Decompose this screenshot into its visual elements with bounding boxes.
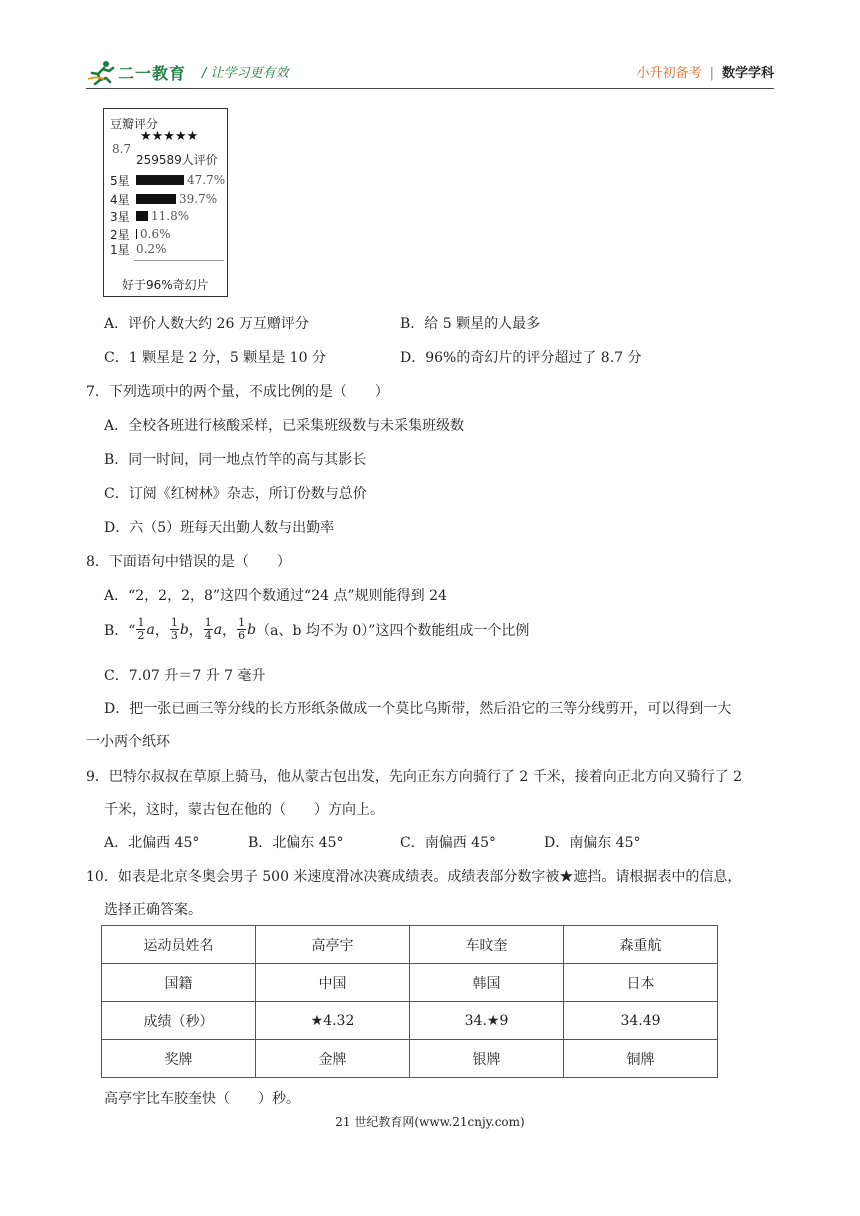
fraction-numerator: 1	[137, 616, 145, 629]
runner-logo-icon	[86, 59, 116, 85]
q7-option-d: D．六（5）班每天出勤人数与出勤率	[104, 520, 335, 536]
rating-row-pct: 0.6%	[140, 227, 171, 241]
logo-text: 二一教育	[118, 63, 187, 83]
rating-row-label: 3星	[110, 209, 130, 224]
site-logo	[86, 58, 186, 86]
table-row	[102, 1002, 718, 1040]
q7-option-a: A．全校各班进行核酸采样，已采集班级数与未采集班级数	[104, 418, 465, 434]
page-footer: 21 世纪教育网(www.21cnjy.com)	[335, 1115, 525, 1129]
q9-stem-line2: 千米，这时，蒙古包在他的（ ）方向上。	[104, 802, 384, 818]
q8-b-prefix: B．“	[104, 622, 136, 639]
table-row	[102, 1040, 718, 1078]
rating-row	[110, 191, 217, 207]
rating-bar	[136, 211, 148, 221]
q9-option-a: A．北偏西 45°	[104, 835, 200, 851]
rating-row-pct: 39.7%	[179, 192, 218, 206]
fraction	[204, 617, 213, 642]
table-cell: 车旼奎	[410, 926, 564, 964]
rating-row-label: 4星	[110, 192, 130, 207]
header-divider	[86, 88, 774, 89]
table-cell: 34.49	[564, 1002, 718, 1040]
rating-row-label: 5星	[110, 173, 130, 188]
rating-better-than: 好于96%奇幻片	[122, 278, 209, 292]
q7-stem: 7．下列选项中的两个量，不成比例的是（ ）	[86, 384, 389, 400]
header-separator: |	[709, 66, 714, 81]
q7-option-c: C．订阅《红树林》杂志，所订份数与总价	[104, 486, 367, 502]
rating-bar	[136, 175, 184, 185]
fraction-denominator: 6	[238, 629, 246, 642]
q9-stem-line1: 9．巴特尔叔叔在草原上骑马，他从蒙古包出发，先向正东方向骑行了 2 千米，接着向正北方向又骑行了 2	[86, 769, 743, 785]
fraction-denominator: 2	[137, 629, 145, 642]
table-row	[102, 964, 718, 1002]
rating-title: 豆瓣评分	[110, 117, 159, 131]
fraction	[170, 617, 179, 642]
q6-option-d: D．96%的奇幻片的评分超过了 8.7 分	[400, 350, 642, 366]
rating-row-pct: 11.8%	[151, 209, 190, 223]
table-cell: 国籍	[102, 964, 256, 1002]
header-right	[637, 62, 774, 81]
q8-option-c: C．7.07 升＝7 升 7 毫升	[104, 668, 266, 684]
table-row	[102, 926, 718, 964]
table-cell: 奖牌	[102, 1040, 256, 1078]
rating-score: 8.7	[112, 142, 132, 156]
table-cell: 金牌	[256, 1040, 410, 1078]
table-cell: 日本	[564, 964, 718, 1002]
table-cell: 成绩（秒）	[102, 1002, 256, 1040]
q8-option-d-line2: 一小两个纸环	[86, 734, 170, 750]
q7-option-b: B．同一时间，同一地点竹竿的高与其影长	[104, 452, 367, 468]
fraction-numerator: 1	[204, 616, 212, 629]
header-category: 小升初备考	[636, 66, 702, 81]
fraction-variable: b	[247, 621, 257, 638]
table-cell: 中国	[256, 964, 410, 1002]
table-cell: 森重航	[564, 926, 718, 964]
table-cell: 高亭宇	[256, 926, 410, 964]
q6-option-a: A．评价人数大约 26 万互赠评分	[104, 316, 309, 332]
rating-row-label: 1星	[110, 242, 130, 257]
fraction-variable: b	[179, 621, 189, 638]
q10-follow-up: 高亭宇比车胶奎快（ ）秒。	[104, 1091, 300, 1107]
q9-option-c: C．南偏西 45°	[400, 835, 496, 851]
fraction-numerator: 1	[238, 616, 246, 629]
q10-stem-line1: 10．如表是北京冬奥会男子 500 米速度滑冰决赛成绩表。成绩表部分数字被★遮挡。请根据表中的信息，	[86, 869, 742, 885]
q6-option-b: B．给 5 颗星的人最多	[400, 316, 541, 332]
table-cell: 银牌	[410, 1040, 564, 1078]
table-cell: 铜牌	[564, 1040, 718, 1078]
rating-row-label: 2星	[110, 227, 130, 242]
douban-rating-card	[103, 108, 228, 297]
header-subject: 数学学科	[721, 66, 774, 81]
table-cell: 34.★9	[410, 1002, 564, 1040]
q8-stem: 8．下面语句中错误的是（ ）	[86, 554, 291, 570]
rating-row	[110, 172, 225, 188]
rating-row	[110, 241, 167, 257]
rating-row-pct: 0.2%	[136, 242, 167, 256]
rating-bar	[136, 229, 137, 239]
fraction	[237, 617, 246, 642]
fraction-numerator: 1	[170, 616, 178, 629]
fraction-denominator: 3	[170, 629, 178, 642]
q8-b-suffix: （a、b 均不为 0）”这四个数能组成一个比例	[256, 622, 530, 639]
fraction-denominator: 4	[204, 629, 212, 642]
fraction-variable: a	[146, 621, 155, 638]
q9-option-b: B．北偏东 45°	[248, 835, 344, 851]
rating-divider	[134, 260, 224, 261]
table-cell: 运动员姓名	[102, 926, 256, 964]
q10-stem-line2: 选择正确答案。	[104, 902, 202, 918]
header-slogan: / 让学习更有效	[202, 66, 289, 81]
rating-count: 259589人评价	[136, 153, 218, 167]
q8-option-b: B．“ $\frac{1}{2}$ a ， $\frac{1}{3}$ b ， $\frac{1}{4}$ a ， $\frac{1}{6}$ b （a、b 均不为 0）”这四个数能组成一个比例	[104, 616, 530, 642]
rating-stars: ★★★★★	[140, 129, 199, 144]
results-table	[101, 925, 718, 1078]
rating-bar	[136, 194, 176, 204]
q9-option-d: D．南偏东 45°	[544, 835, 641, 851]
fraction	[136, 617, 145, 642]
q8-option-a: A．“2，2，2，8”这四个数通过“24 点”规则能得到 24	[104, 588, 447, 604]
q6-option-c: C．1 颗星是 2 分，5 颗星是 10 分	[104, 350, 326, 366]
rating-row-pct: 47.7%	[187, 173, 226, 187]
table-cell: 韩国	[410, 964, 564, 1002]
q8-option-d-line1: D．把一张已画三等分线的长方形纸条做成一个莫比乌斯带，然后沿它的三等分线剪开，可以得到一大	[104, 701, 732, 717]
rating-row	[110, 208, 189, 224]
fraction-variable: a	[213, 621, 223, 638]
table-cell: ★4.32	[256, 1002, 410, 1040]
